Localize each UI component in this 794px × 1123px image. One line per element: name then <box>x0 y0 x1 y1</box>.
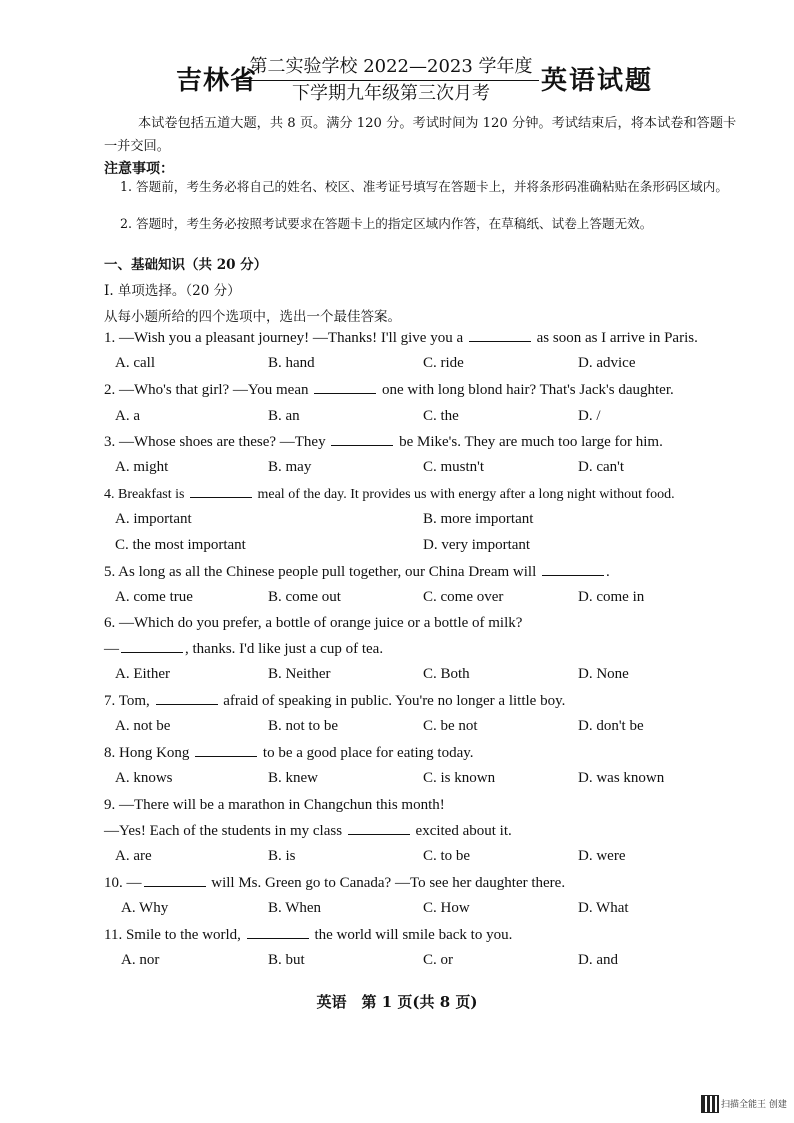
note-item: 2. 答题时，考生务必按照考试要求在答题卡上的指定区域内作答，在草稿纸、试卷上答题无效。 <box>120 216 653 231</box>
question-stem: 3. —Whose shoes are these? —They be Mike's. They are much too large for him. <box>104 434 663 450</box>
option: A. are <box>115 848 152 864</box>
answer-blank <box>314 381 376 394</box>
question-stem: 1. —Wish you a pleasant journey! —Thanks! I'll give you a as soon as I arrive in Paris. <box>104 330 698 346</box>
option: C. ride <box>423 355 464 371</box>
section-instruction: 从每小题所给的四个选项中，选出一个最佳答案。 <box>104 309 401 325</box>
section-heading: 一、基础知识（共 20 分） <box>104 257 268 273</box>
option: C. come over <box>423 589 504 605</box>
option: A. knows <box>115 770 173 786</box>
exam-intro: 本试卷包括五道大题，共 8 页。满分 120 分。考试时间为 120 分钟。考试结束后，将本试卷和答题卡一并交回。 <box>104 116 737 154</box>
option: C. mustn't <box>423 459 485 475</box>
question-stem: 11. Smile to the world, the world will smile back to you. <box>104 927 513 943</box>
option: A. not be <box>115 718 171 734</box>
note-item: 1. 答题前，考生务必将自己的姓名、校区、准考证号填写在答题卡上，并将条形码准确粘贴在条形码区域内。 <box>120 179 728 194</box>
option: A. might <box>115 459 169 475</box>
option: D. don't be <box>578 718 644 734</box>
question-stem-cont: —Yes! Each of the students in my class excited about it. <box>104 823 512 839</box>
option: B. hand <box>268 355 315 371</box>
exam-title: 英语试题 <box>541 66 654 96</box>
question-stem: 7. Tom, afraid of speaking in public. You're no longer a little boy. <box>104 693 566 709</box>
option: D. can't <box>578 459 625 475</box>
question-stem: 6. —Which do you prefer, a bottle of orange juice or a bottle of milk? <box>104 615 523 631</box>
option: D. What <box>578 900 629 916</box>
question-stem: 9. —There will be a marathon in Changchun this month! <box>104 797 445 813</box>
answer-blank <box>195 744 257 757</box>
option: B. knew <box>268 770 318 786</box>
option: C. Both <box>423 666 470 682</box>
question-stem: 10. — will Ms. Green go to Canada? —To see her daughter there. <box>104 875 566 891</box>
option: A. Either <box>115 666 170 682</box>
option: D. come in <box>578 589 645 605</box>
option: D. and <box>578 952 618 968</box>
option: A. a <box>115 408 140 424</box>
option: D. were <box>578 848 626 864</box>
option: B. Neither <box>268 666 331 682</box>
scanner-watermark: 扫描全能王 创建 <box>721 1100 787 1110</box>
notes-title: 注意事项： <box>104 161 174 177</box>
question-stem-cont: — , thanks. I'd like just a cup of tea. <box>104 641 384 657</box>
option: B. When <box>268 900 322 916</box>
question-stem: 4. Breakfast is meal of the day. It provides us with energy after a long night without food. <box>104 487 675 502</box>
answer-blank <box>156 692 218 705</box>
school-year-line: 第二实验学校 2022—2023 学年度 <box>243 54 539 81</box>
option: C. be not <box>423 718 478 734</box>
option: A. important <box>115 511 192 527</box>
question-stem: 5. As long as all the Chinese people pull together, our China Dream will . <box>104 564 610 580</box>
option: D. advice <box>578 355 636 371</box>
page-footer: 英语 第 1 页(共 8 页) <box>316 993 478 1011</box>
answer-blank <box>331 433 393 446</box>
answer-blank <box>247 926 309 939</box>
answer-blank <box>469 329 531 342</box>
option: A. come true <box>115 589 193 605</box>
exam-header <box>0 54 794 106</box>
option: C. How <box>423 900 470 916</box>
question-stem: 8. Hong Kong to be a good place for eating today. <box>104 745 474 761</box>
option: D. very important <box>423 537 531 553</box>
answer-blank <box>121 640 183 653</box>
option: D. / <box>578 408 601 424</box>
answer-blank <box>348 822 410 835</box>
option: C. or <box>423 952 453 968</box>
option: C. the most important <box>115 537 246 553</box>
option: C. the <box>423 408 459 424</box>
province-label: 吉林省 <box>176 66 258 96</box>
option: B. come out <box>268 589 341 605</box>
option: B. not to be <box>268 718 338 734</box>
option: A. Why <box>121 900 169 916</box>
school-block <box>243 54 539 107</box>
option: D. None <box>578 666 629 682</box>
option: B. but <box>268 952 305 968</box>
option: B. is <box>268 848 296 864</box>
option: A. call <box>115 355 155 371</box>
answer-blank <box>144 874 206 887</box>
option: B. an <box>268 408 300 424</box>
option: B. may <box>268 459 312 475</box>
answer-blank <box>542 563 604 576</box>
question-stem: 2. —Who's that girl? —You mean one with long blond hair? That's Jack's daughter. <box>104 382 674 398</box>
term-line: 下学期九年级第三次月考 <box>292 83 490 104</box>
option: D. was known <box>578 770 665 786</box>
option: C. is known <box>423 770 496 786</box>
option: C. to be <box>423 848 471 864</box>
subsection-heading: I. 单项选择。（20 分） <box>104 283 241 299</box>
option: A. nor <box>121 952 160 968</box>
qr-code-icon <box>701 1095 719 1113</box>
answer-blank <box>190 485 252 498</box>
option: B. more important <box>423 511 534 527</box>
